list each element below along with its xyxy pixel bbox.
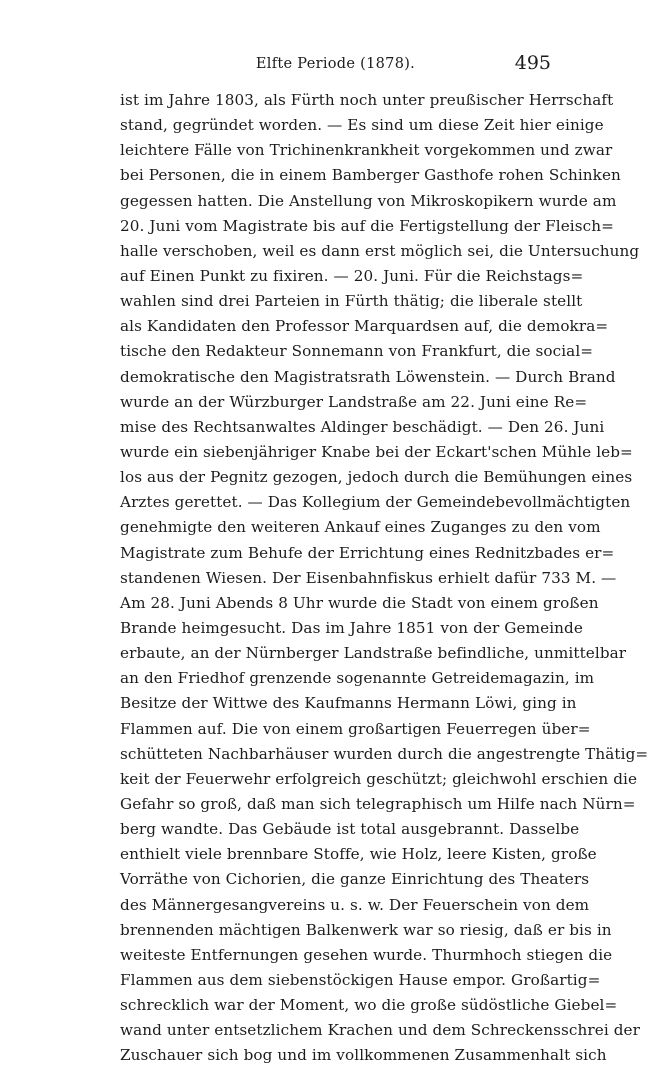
text-line: demokratische den Magistratsrath Löwenstein. — Durch Brand: [120, 367, 616, 386]
text-line: wahlen sind drei Parteien in Fürth thätig; die liberale stellt: [120, 292, 583, 311]
text-line: ist im Jahre 1803, als Fürth noch unter preußischer Herrschaft: [120, 91, 614, 109]
text-line: Besitze der Wittwe des Kaufmanns Hermann Löwi, ging in: [120, 694, 577, 713]
text-line: als Kandidaten den Professor Marquardsen auf, die demokra=: [120, 317, 609, 336]
text-line: Flammen auf. Die von einem großartigen Feuerregen über=: [120, 719, 591, 738]
text-line: berg wandte. Das Gebäude ist total ausgebrannt. Dasselbe: [120, 820, 580, 839]
text-line: auf Einen Punkt zu fixiren. — 20. Juni. Für die Reichstags=: [120, 266, 584, 285]
text-line: los aus der Pegnitz gezogen, jedoch durch die Bemühungen eines: [120, 468, 633, 487]
text-line: mise des Rechtsanwaltes Aldinger beschädigt. — Den 26. Juni: [120, 417, 605, 436]
text-line: 20. Juni vom Magistrate bis auf die Fertigstellung der Fleisch=: [120, 216, 614, 235]
text-line: brennenden mächtigen Balkenwerk war so riesig, daß er bis in: [120, 920, 612, 939]
text-line: keit der Feuerwehr erfolgreich geschützt; gleichwohl erschien die: [120, 769, 638, 788]
text-line: Brande heimgesucht. Das im Jahre 1851 von der Gemeinde: [120, 618, 583, 637]
text-line: Gefahr so groß, daß man sich telegraphisch um Hilfe nach Nürn=: [120, 794, 636, 813]
text-line: schrecklich war der Moment, wo die große südöstliche Giebel=: [120, 996, 618, 1015]
text-line: Magistrate zum Behufe der Errichtung eines Rednitzbades er=: [120, 543, 615, 562]
text-line: des Männergesangvereins u. s. w. Der Feuerschein von dem: [120, 895, 590, 914]
text-line: gegessen hatten. Die Anstellung von Mikroskopikern wurde am: [120, 191, 617, 210]
page-number: 495: [514, 52, 551, 74]
text-line: Flammen aus dem siebenstöckigen Hause empor. Großartig=: [120, 970, 601, 989]
text-line: stand, gegründet worden. — Es sind um diese Zeit hier einige: [120, 116, 604, 135]
text-line: genehmigte den weiteren Ankauf eines Zuganges zu den vom: [120, 518, 601, 537]
text-line: bei Personen, die in einem Bamberger Gasthofe rohen Schinken: [120, 166, 621, 185]
text-line: Am 28. Juni Abends 8 Uhr wurde die Stadt von einem großen: [120, 593, 599, 612]
body-text: [120, 88, 649, 1068]
text-line: Arztes gerettet. — Das Kollegium der Gemeindebevollmächtigten: [120, 493, 631, 512]
text-line: wand unter entsetzlichem Krachen und dem Schreckensschrei der: [120, 1021, 640, 1040]
text-line: wurde an der Würzburger Landstraße am 22. Juni eine Re=: [120, 392, 588, 411]
text-line: halle verschoben, weil es dann erst möglich sei, die Untersuchung: [120, 241, 640, 260]
text-line: an den Friedhof grenzende sogenannte Getreidemagazin, im: [120, 669, 595, 688]
text-line: schütteten Nachbarhäuser wurden durch die angestrengte Thätig=: [120, 744, 649, 763]
text-line: erbaute, an der Nürnberger Landstraße befindliche, unmittelbar: [120, 644, 627, 663]
text-line: Vorräthe von Cichorien, die ganze Einrichtung des Theaters: [120, 870, 590, 889]
running-head: [0, 52, 671, 76]
running-title: Elfte Periode (1878).: [255, 56, 416, 72]
text-line: weiteste Entfernungen gesehen wurde. Thurmhoch stiegen die: [120, 945, 613, 964]
text-line: enthielt viele brennbare Stoffe, wie Holz, leere Kisten, große: [120, 845, 597, 864]
text-line: tische den Redakteur Sonnemann von Frankfurt, die social=: [120, 342, 594, 361]
text-line: leichtere Fälle von Trichinenkrankheit vorgekommen und zwar: [120, 141, 613, 160]
text-line: standenen Wiesen. Der Eisenbahnfiskus erhielt dafür 733 M. —: [120, 568, 617, 587]
text-line: Zuschauer sich bog und im vollkommenen Zusammenhalt sich: [120, 1046, 607, 1065]
text-line: wurde ein siebenjähriger Knabe bei der Eckart'schen Mühle leb=: [120, 442, 633, 461]
